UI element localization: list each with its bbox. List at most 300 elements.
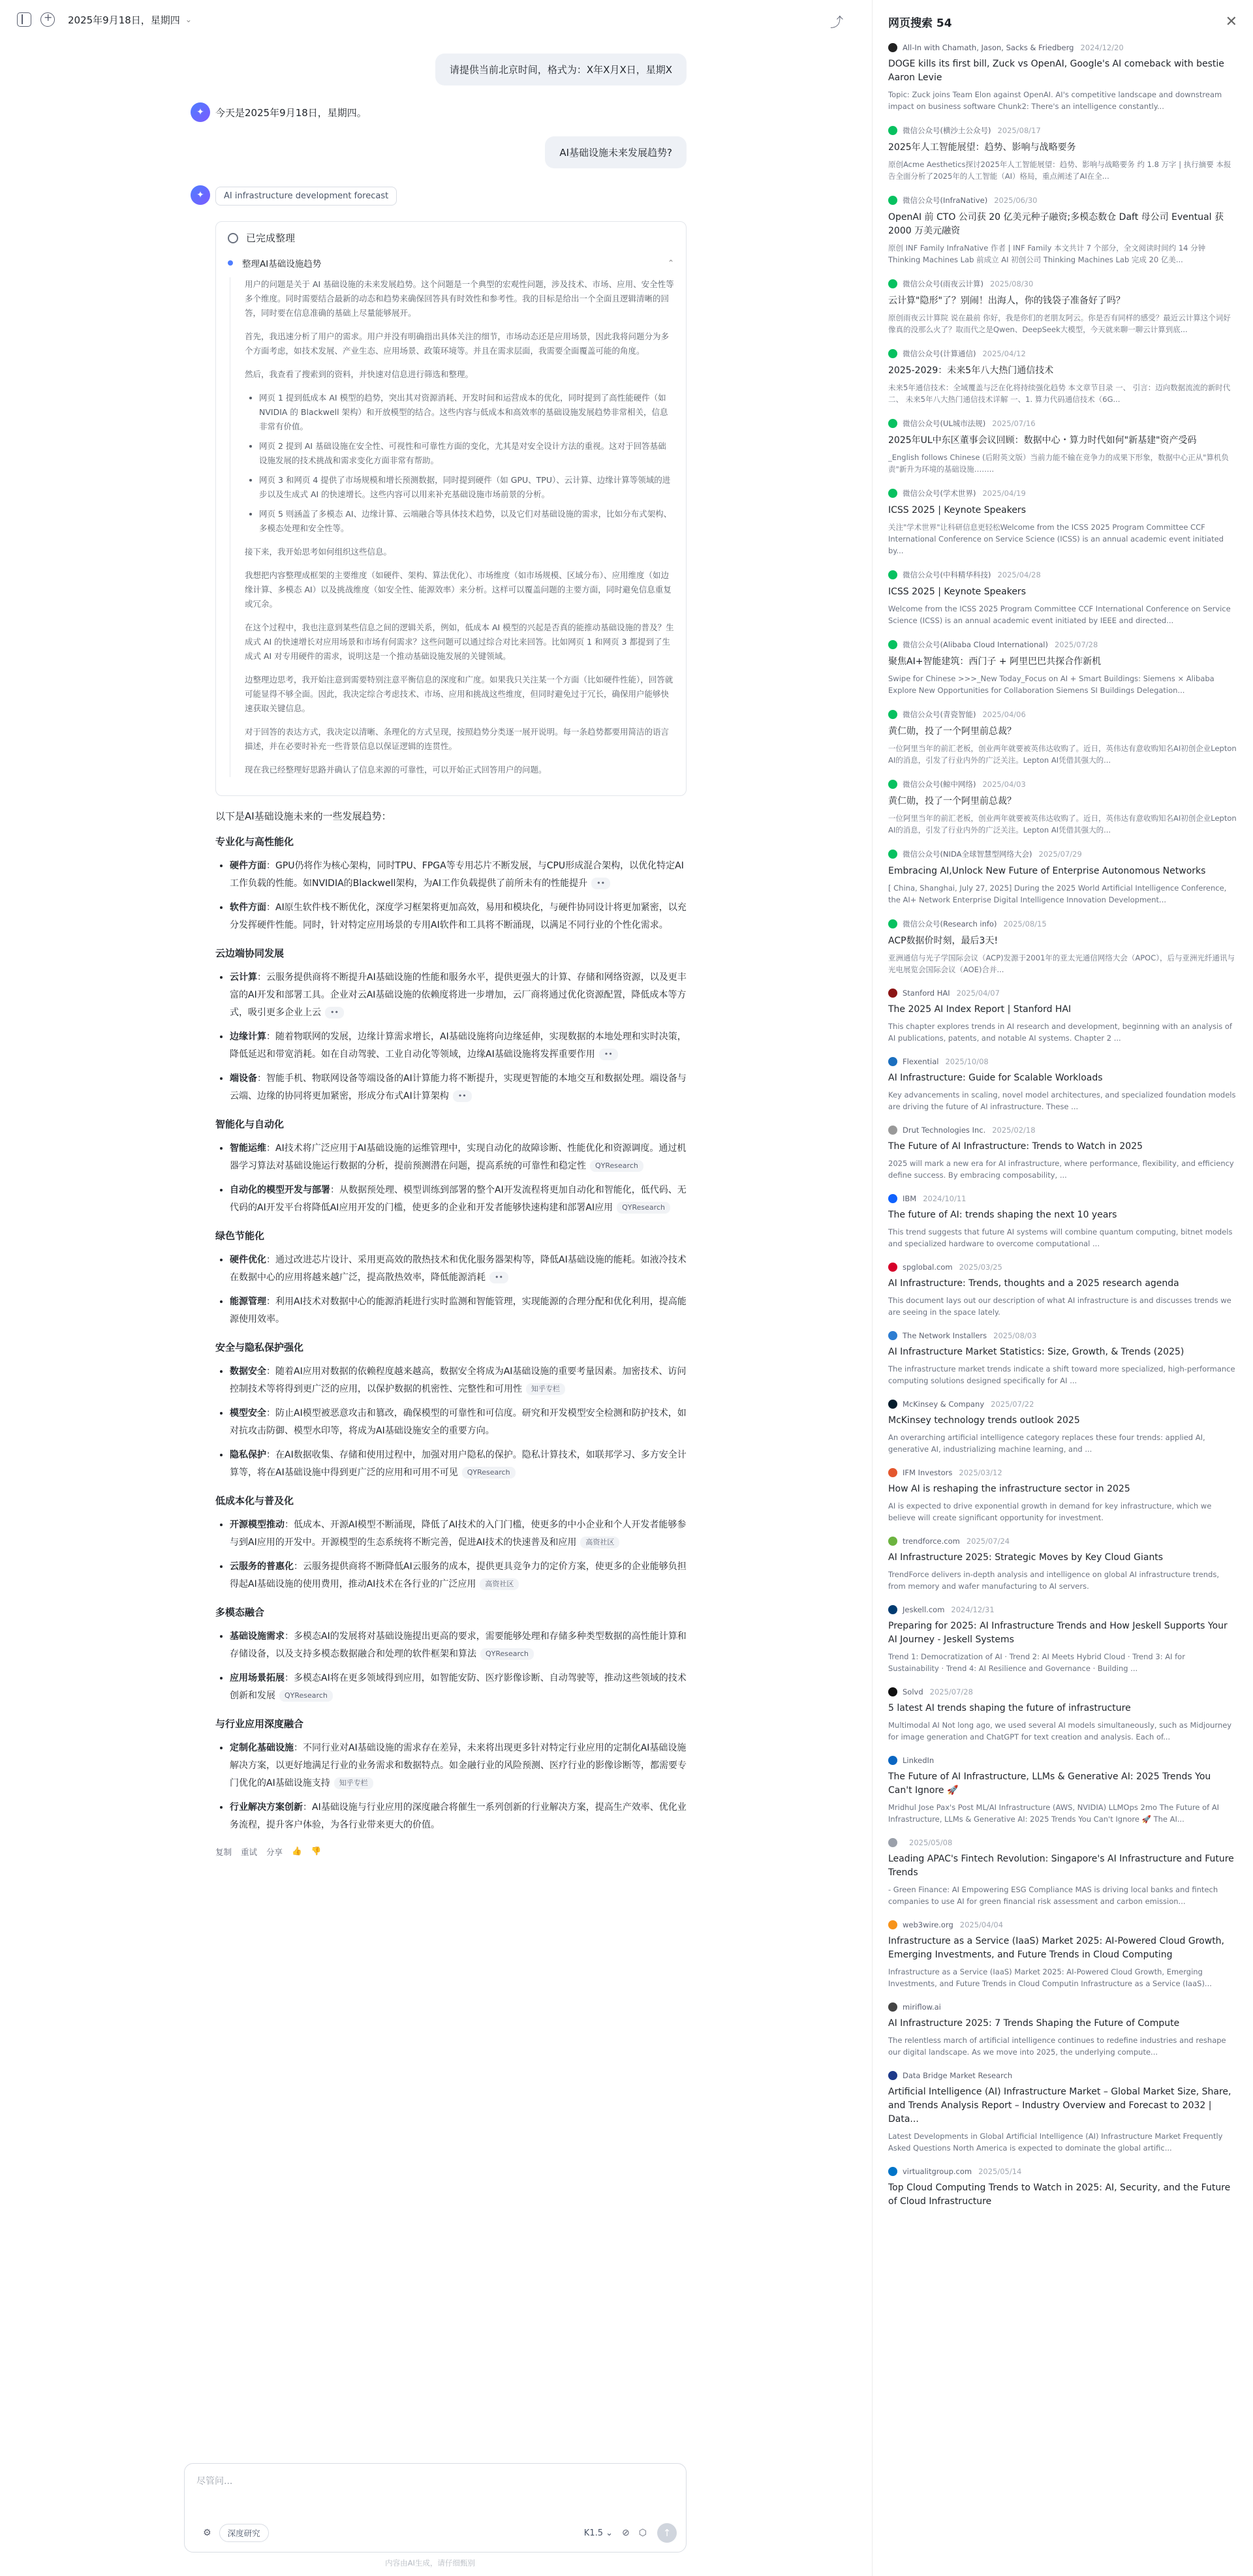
item-label: 隐私保护 [230, 1450, 266, 1460]
source-name: McKinsey & Company [903, 1400, 985, 1409]
section-list [230, 1516, 687, 1593]
source-meta [888, 1468, 1237, 1477]
source-title[interactable]: DOGE kills its first bill, Zuck vs OpenAI, Google's AI comeback with bestie Aaron Levie [888, 59, 1224, 83]
section-list [230, 1140, 687, 1217]
search-query-tag[interactable]: AI infrastructure development forecast [215, 187, 397, 206]
citation-chip[interactable]: 知乎专栏 [334, 1777, 373, 1789]
source-meta [888, 2002, 1237, 2012]
source-snippet: Swipe for Chinese >>>_New Today_Focus on AI + Smart Buildings: Siemens × Alibaba Explore New Opportunities for Collaboration Siemens SI Buildings Delegation... [888, 674, 1214, 695]
source-date: 2025/04/04 [959, 1920, 1004, 1929]
thinking-paragraph: 接下来，我开始思考如何组织这些信息。 [245, 547, 392, 557]
item-text: ：智能手机、物联网设备等端设备的AI计算能力将不断提升，实现更智能的本地交互和数据处理。端设备与云端、边缘的协同将更加紧密，形成分布式AI计算架构 [230, 1073, 687, 1101]
source-item[interactable] [888, 1468, 1237, 1524]
source-item[interactable] [888, 989, 1237, 1044]
source-favicon-icon [888, 1057, 897, 1066]
source-title[interactable]: 云计算"隐形"了？别闹！出海人，你的钱袋子准备好了吗？ [888, 296, 1125, 306]
source-title[interactable]: Artificial Intelligence (AI) Infrastructure Market – Global Market Size, Share, and Trends Analysis Report – Industry Overview and Forecast to 2032 | Data... [888, 2087, 1231, 2124]
source-favicon-icon [888, 1838, 897, 1847]
section-list [230, 1363, 687, 1482]
citation-chip[interactable]: •• [591, 878, 610, 889]
source-favicon-icon [888, 1468, 897, 1477]
source-snippet: Multimodal AI Not long ago, we used several AI models simultaneously, such as Midjourney for image generation and ChatGPT for text creation and analysis. Each of... [888, 1721, 1232, 1741]
thumbs-up-button[interactable]: 👍 [292, 1846, 302, 1856]
conversation [191, 39, 687, 1875]
item-text: ：AI基础设施与行业应用的深度融合将催生一系列创新的行业解决方案，提高生产效率、优化业务流程，提升客户体验，为各行业带来更大的价值。 [230, 1802, 687, 1830]
section-item [230, 1293, 687, 1328]
sources-title: 网页搜索 54 [888, 16, 952, 30]
close-icon[interactable]: ✕ [1225, 13, 1237, 30]
thinking-list-item: • 网页 5 则涵盖了多模态 AI、边缘计算、云端融合等具体技术趋势，以及它们对基础设施的需求，比如分布式架构、多模态处理和安全性等。 [259, 507, 674, 536]
source-snippet: 原创Acme Aesthetics探讨2025年人工智能展望：趋势、影响与战略要务 约 1.8 万字 | 执行摘要 本报告全面分析了2025年的人工智能（AI）格局，重点阐述了AI在全... [888, 160, 1231, 181]
source-item[interactable] [888, 1126, 1237, 1181]
source-title[interactable]: Top Cloud Computing Trends to Watch in 2025: AI, Security, and the Future of Cloud Infrastructure [888, 2183, 1231, 2207]
source-name: 微信公众号(Research info) [903, 919, 997, 928]
sources-panel [872, 0, 1253, 2576]
source-favicon-icon [888, 1194, 897, 1203]
item-text: ：AI技术将广泛应用于AI基础设施的运维管理中，实现自动化的故障诊断、性能优化和资源调度。通过机器学习算法对基础设施运行数据的分析，提前预测潜在问题，提高系统的可靠性和稳定性 [230, 1143, 687, 1171]
item-text: ：低成本、开源AI模型不断涌现，降低了AI技术的入门门槛，使更多的中小企业和个人开发者能够参与到AI应用的开发中。开源模型的生态系统将不断完善，促进AI技术的快速普及和应用 [230, 1520, 687, 1548]
section-list [230, 1740, 687, 1834]
item-label: 数据安全 [230, 1366, 266, 1377]
source-name: 微信公众号(学术世界) [903, 489, 976, 498]
section-item [230, 1740, 687, 1792]
citation-chip[interactable]: QYResearch [590, 1160, 643, 1172]
section-item [230, 1799, 687, 1834]
source-date: 2025/10/08 [945, 1057, 989, 1066]
thinking-body [230, 277, 674, 777]
tools-icon[interactable]: ⚙ [203, 2528, 211, 2538]
source-meta [888, 1400, 1237, 1409]
send-button[interactable]: ↑ [657, 2523, 677, 2543]
source-name: 微信公众号(青瓷智能) [903, 710, 976, 719]
cube-icon[interactable]: ⬡ [638, 2528, 647, 2538]
source-date: 2025/04/28 [997, 570, 1041, 579]
source-snippet: This trend suggests that future AI systems will combine quantum computing, bitnet models and specialized hardware to overcome computational ... [888, 1227, 1233, 1248]
source-meta [888, 1263, 1237, 1272]
section-item [230, 1140, 687, 1175]
item-text: ：云服务提供商将不断提升AI基础设施的性能和服务水平，提供更强大的计算、存储和网络资源，以及更丰富的AI开发和部署工具。企业对云AI基础设施的依赖度将进一步增加，云厂商将通过优化资源配置，降低成本等方式，吸引更多企业上云 [230, 972, 687, 1018]
source-favicon-icon [888, 850, 897, 859]
assistant-avatar: ✦ [191, 185, 210, 205]
source-title[interactable]: The Future of AI Infrastructure, LLMs & Generative AI: 2025 Trends You Can't Ignore 🚀 [888, 1771, 1211, 1796]
source-item[interactable] [888, 195, 1237, 266]
share-icon[interactable]: ⤴ [830, 14, 843, 30]
source-snippet: Latest Developments in Global Artificial Intelligence (AI) Infrastructure Market Frequently Asked Questions North America is expected to dominate the global artific... [888, 2132, 1223, 2153]
source-item[interactable] [888, 570, 1237, 626]
source-favicon-icon [888, 1605, 897, 1614]
item-label: 硬件方面 [230, 861, 266, 871]
source-favicon-icon [888, 2002, 897, 2012]
item-label: 自动化的模型开发与部署 [230, 1185, 330, 1195]
thumbs-down-button[interactable]: 👎 [311, 1846, 322, 1856]
source-title[interactable]: 2025年UL中东区董事会议回顾：数据中心・算力时代如何"新基建"资产受码 [888, 435, 1197, 446]
sidebar-toggle-icon[interactable] [17, 12, 31, 27]
conversation-title[interactable]: 2025年9月18日，星期四 [68, 14, 180, 26]
source-item[interactable] [888, 2071, 1237, 2154]
section-heading: 安全与隐私保护强化 [215, 1342, 304, 1353]
source-snippet: Trend 1: Democratization of AI · Trend 2: AI Meets Hybrid Cloud · Trend 3: AI for Sustainability · Trend 4: AI Resilience and Governance · Building ... [888, 1652, 1185, 1673]
message-composer[interactable] [184, 2463, 687, 2553]
section-item [230, 1447, 687, 1482]
source-meta [888, 639, 1237, 650]
source-title[interactable]: 聚焦AI+智能建筑：西门子 + 阿里巴巴共探合作新机 [888, 656, 1102, 667]
share-button[interactable]: 分享 [266, 1847, 283, 1857]
source-favicon-icon [888, 279, 897, 288]
source-name: miriflow.ai [903, 2002, 941, 2012]
source-item[interactable] [888, 418, 1237, 475]
source-snippet: Infrastructure as a Service (IaaS) Market 2025: AI-Powered Cloud Growth, Emerging Investments, and Future Trends in Cloud Computin Infrastructure as a Service (IaaS)... [888, 1967, 1212, 1988]
source-title[interactable]: AI Infrastructure 2025: Strategic Moves by Key Cloud Giants [888, 1552, 1164, 1563]
source-snippet: This chapter explores trends in AI research and development, beginning with an analysis of AI publications, patents, and notable AI systems. Chapter 2 ... [888, 1022, 1232, 1043]
citation-chip[interactable]: QYResearch [480, 1648, 534, 1660]
source-meta [888, 709, 1237, 720]
source-item[interactable] [888, 1756, 1237, 1825]
source-meta [888, 1920, 1237, 1929]
thinking-header[interactable] [228, 231, 674, 245]
section-item [230, 1363, 687, 1398]
source-item[interactable] [888, 488, 1237, 557]
source-item[interactable] [888, 1194, 1237, 1250]
source-title[interactable]: AI Infrastructure: Guide for Scalable Workloads [888, 1073, 1103, 1083]
source-item[interactable] [888, 348, 1237, 405]
user-message: AI基础设施未来发展趋势? [545, 136, 687, 168]
section-list [230, 1251, 687, 1328]
item-text: ：多模态AI的发展将对基础设施提出更高的要求，需要能够处理和存储多种类型数据的高性能计算和存储设备，以及支持多模态数据融合和处理的软件框架和算法 [230, 1631, 687, 1659]
item-text: ：AI原生软件栈不断优化，深度学习框架将更加高效，易用和模块化，与硬件协同设计将更加紧密，以充分发挥硬件性能。同时，针对特定应用场景的专用AI软件和工具将不断涌现，以满足不同行业的个性化需求。 [230, 902, 687, 930]
assistant-message [191, 185, 687, 1858]
retry-button[interactable]: 重试 [241, 1847, 258, 1857]
source-name: Stanford HAI [903, 989, 950, 998]
source-title[interactable]: 黄仁勋，投了一个阿里前总裁？ [888, 796, 1016, 806]
citation-chip[interactable]: 高资社区 [580, 1537, 619, 1548]
source-item[interactable] [888, 1605, 1237, 1674]
section-item [230, 857, 687, 893]
source-snippet: 一位阿里当年的前汇老板，创业两年就要被英伟达收购了。近日，英伟达有意收购知名AI初创企业Lepton AI的消息，引发了行业内外的广泛关注。Lepton AI凭借其强大的... [888, 814, 1237, 835]
source-title[interactable]: AI Infrastructure 2025: 7 Trends Shaping the Future of Compute [888, 2018, 1180, 2029]
source-meta [888, 279, 1237, 289]
source-name: spglobal.com [903, 1263, 953, 1272]
source-item[interactable] [888, 849, 1237, 906]
source-meta [888, 125, 1237, 136]
source-meta [888, 43, 1237, 52]
source-name: IBM [903, 1194, 917, 1203]
copy-button[interactable]: 复制 [215, 1847, 232, 1857]
source-meta [888, 1537, 1237, 1546]
source-title[interactable]: 2025-2029：未来5年八大热门通信技术 [888, 365, 1054, 376]
source-date: 2025/07/29 [1038, 850, 1082, 859]
thinking-paragraph: 在这个过程中，我也注意到某些信息之间的逻辑关系，例如，低成本 AI 模型的兴起是否真的能推动基础设施的普及？生成式 AI 的快速增长对应用场景和市场有何需求？这些问题可以通过综合对比来回答。比如网页 1 和网页 3 都提到了生成式 AI 对专用硬件的需求，说明这是一个推动基础设施发展的关键领域。 [245, 622, 674, 661]
section-item [230, 1070, 687, 1105]
source-title[interactable]: Infrastructure as a Service (IaaS) Market 2025: AI-Powered Cloud Growth, Emerging Investments, and Future Trends in Cloud Computing [888, 1936, 1225, 1960]
source-meta [888, 1057, 1237, 1066]
source-meta [888, 1331, 1237, 1340]
source-meta [888, 2071, 1237, 2080]
item-label: 定制化基础设施 [230, 1743, 294, 1753]
citation-chip[interactable]: •• [453, 1090, 472, 1102]
source-name: 微信公众号(Alibaba Cloud International) [903, 640, 1048, 649]
source-name: Jeskell.com [903, 1605, 945, 1614]
source-title[interactable]: The future of AI: trends shaping the next 10 years [888, 1210, 1117, 1220]
section-heading: 与行业应用深度融合 [215, 1718, 304, 1730]
source-date: 2025/05/14 [978, 2167, 1022, 2176]
source-name: Data Bridge Market Research [903, 2071, 1013, 2080]
answer-intro: 以下是AI基础设施未来的一些发展趋势： [215, 810, 392, 822]
source-item[interactable] [888, 2002, 1237, 2058]
source-meta [888, 348, 1237, 359]
assistant-text: 今天是2025年9月18日，星期四。 [215, 107, 367, 119]
source-name: 微信公众号(中科精华科技) [903, 570, 991, 579]
source-item[interactable] [888, 779, 1237, 836]
deep-research-toggle[interactable] [219, 2524, 269, 2542]
item-text: ：GPU仍将作为核心架构，同时TPU、FPGA等专用芯片不断发展，与CPU形成混合架构，以优化特定AI工作负载的性能。如NVIDIA的Blackwell架构，为AI工作负载提供了前所未有的性能提升 [230, 861, 684, 889]
item-text: ：通过改进芯片设计、采用更高效的散热技术和优化服务器架构等，降低AI基础设施的能耗。如液冷技术在数据中心的应用将越来越广泛，提高散热效率，降低能源消耗 [230, 1255, 687, 1283]
source-snippet: - Green Finance: AI Empowering ESG Compliance MAS is driving local banks and fintech companies to use AI for green financial risk assessment and carbon emission... [888, 1885, 1218, 1906]
source-item[interactable] [888, 1057, 1237, 1112]
source-title[interactable]: 5 latest AI trends shaping the future of infrastructure [888, 1703, 1131, 1713]
source-favicon-icon [888, 1537, 897, 1546]
citation-chip[interactable]: QYResearch [279, 1690, 333, 1702]
source-item[interactable] [888, 1263, 1237, 1318]
section-heading: 绿色节能化 [215, 1230, 265, 1242]
composer-input[interactable]: 尽管问... [196, 2476, 233, 2487]
source-favicon-icon [888, 43, 897, 52]
thinking-step[interactable] [228, 256, 674, 269]
composer-toolbar [194, 2523, 677, 2543]
source-meta [888, 195, 1237, 206]
source-title[interactable]: ICSS 2025 | Keynote Speakers [888, 505, 1026, 515]
item-label: 软件方面 [230, 902, 266, 913]
source-date: 2025/07/28 [929, 1687, 973, 1696]
citation-chip[interactable]: •• [599, 1049, 618, 1060]
source-favicon-icon [888, 570, 897, 579]
source-favicon-icon [888, 640, 897, 649]
source-title[interactable]: AI Infrastructure Market Statistics: Size, Growth, & Trends (2025) [888, 1347, 1184, 1357]
section-item [230, 1558, 687, 1593]
source-date: 2024/12/20 [1080, 43, 1124, 52]
source-date: 2025/06/30 [994, 196, 1038, 205]
source-item[interactable] [888, 1537, 1237, 1592]
section-item [230, 1405, 687, 1440]
item-text: ：从数据预处理、模型训练到部署的整个AI开发流程将更加自动化和智能化，低代码、无代码的AI开发平台将降低AI应用开发的门槛，使更多的企业和开发者能够快速构建和部署AI应用 [230, 1185, 687, 1213]
source-title[interactable]: Embracing AI,Unlock New Future of Enterprise Autonomous Networks [888, 866, 1206, 876]
source-snippet: 未来5年通信技术：全域覆盖与泛在化将持续强化趋势 本文章节目录 一、 引言：迈向数据流流的新时代 二、 未来5年八大热门通信技术详解 一、1. 算力代码通信技术（6G... [888, 383, 1231, 404]
source-favicon-icon [888, 989, 897, 998]
source-item[interactable] [888, 1400, 1237, 1455]
source-snippet: TrendForce delivers in-depth analysis and intelligence on global AI infrastructure trends, from memory and wafer manufacturing to AI servers. [888, 1570, 1219, 1591]
section-heading: 云边端协同发展 [215, 947, 285, 959]
source-favicon-icon [888, 780, 897, 789]
source-snippet: The relentless march of artificial intelligence continues to redefine industries and reshape our digital landscape. As we move into 2025, the underlying compute... [888, 2036, 1226, 2057]
item-label: 开源模型推动 [230, 1520, 285, 1530]
sources-header [888, 0, 1237, 43]
thinking-paragraph: 用户的问题是关于 AI 基础设施的未来发展趋势。这个问题是一个典型的宏观性问题，涉及技术、市场、应用、安全性等多个维度。同时需要结合最新的动态和趋势来确保回答具有时效性和参考性。我的目标是给出一个全面且逻辑清晰的回答，同时要在信息准确的基础上尽量能够展开。 [245, 279, 674, 318]
source-date: 2024/10/11 [923, 1194, 967, 1203]
source-title[interactable]: Leading APAC's Fintech Revolution: Singapore's AI Infrastructure and Future Trends [888, 1854, 1234, 1878]
source-item[interactable] [888, 1687, 1237, 1743]
source-date: 2025/07/16 [992, 419, 1036, 428]
source-date: 2025/07/22 [991, 1400, 1034, 1409]
item-text: ：在AI数据收集、存储和使用过程中，加强对用户隐私的保护。隐私计算技术，如联邦学习、多方安全计算等，将在AI基础设施中得到更广泛的应用和可用不可见 [230, 1450, 687, 1478]
source-date: 2025/04/06 [982, 710, 1026, 719]
source-meta [888, 849, 1237, 859]
source-favicon-icon [888, 1263, 897, 1272]
source-meta [888, 779, 1237, 790]
thinking-paragraph: 现在我已经整理好思路并确认了信息来源的可靠性，可以开始正式回答用户的问题。 [245, 765, 547, 774]
source-meta [888, 919, 1237, 929]
source-favicon-icon [888, 2071, 897, 2080]
citation-chip[interactable]: 知乎专栏 [526, 1383, 565, 1395]
source-snippet: _English follows Chinese (后附英文版）当前力能不输在竞争力的成果下形象，数据中心正从"算机负责"新升为环境的基础设施…….. [888, 453, 1229, 474]
source-item[interactable] [888, 639, 1237, 696]
source-favicon-icon [888, 919, 897, 928]
source-date: 2025/08/15 [1003, 919, 1047, 928]
source-name: web3wire.org [903, 1920, 953, 1929]
source-date: 2025/04/07 [956, 989, 1000, 998]
user-message: 请提供当前北京时间，格式为：X年X月X日，星期X [435, 54, 687, 85]
top-bar [0, 0, 860, 39]
source-favicon-icon [888, 1920, 897, 1929]
source-favicon-icon [888, 710, 897, 719]
source-name: trendforce.com [903, 1537, 960, 1546]
section-heading: 专业化与高性能化 [215, 836, 294, 848]
source-title[interactable]: 2025年人工智能展望：趋势、影响与战略要务 [888, 142, 1076, 153]
source-date: 2025/03/12 [959, 1468, 1002, 1477]
source-favicon-icon [888, 349, 897, 358]
source-meta [888, 2167, 1237, 2176]
source-name: 微信公众号(InfraNative) [903, 196, 988, 205]
source-date: 2025/03/25 [959, 1263, 1002, 1272]
thinking-paragraph: 对于回答的表达方式，我决定以清晰、条理化的方式呈现，按照趋势分类逐一展开说明。每一条趋势都要用简洁的语言描述，并在必要时补充一些背景信息以保证逻辑的连贯性。 [245, 727, 670, 751]
source-name: 微信公众号(UL城市法规) [903, 419, 986, 428]
thinking-paragraph: 边整理边思考，我开始注意到需要特别注意平衡信息的深度和广度。如果我只关注某一个方面（比如硬件性能），回答就可能显得不够全面。因此，我决定综合考虑技术、市场、应用和挑战这些维度，但同时避免过于冗长，确保用户能够快速获取关键信息。 [245, 675, 673, 713]
item-label: 边缘计算 [230, 1032, 266, 1042]
source-name: 微信公众号(NIDA全球智慧型网络大会) [903, 850, 1032, 859]
section-list [230, 1628, 687, 1705]
item-text: ：随着物联网的发展，边缘计算需求增长，AI基础设施将向边缘延伸，实现数据的本地处理和实时决策，降低延迟和带宽消耗。如在自动驾驶、工业自动化等领域，边缘AI基础设施将发挥重要作用 [230, 1032, 687, 1060]
source-title[interactable]: How AI is reshaping the infrastructure sector in 2025 [888, 1484, 1130, 1494]
source-snippet: AI is expected to drive exponential growth in demand for key infrastructure, which we believe will create significant opportunity for investment. [888, 1501, 1212, 1522]
source-item[interactable] [888, 125, 1237, 182]
assistant-message [191, 102, 687, 119]
source-item[interactable] [888, 2167, 1237, 2209]
thinking-list-item: • 网页 2 提到 AI 基础设施在安全性、可视性和可靠性方面的变化，尤其是对安全设计方法的重视。这对于回答基础设施发展的技术挑战和需求变化方面非常有帮助。 [259, 439, 674, 468]
source-title[interactable]: McKinsey technology trends outlook 2025 [888, 1415, 1080, 1426]
item-label: 云服务的普惠化 [230, 1561, 294, 1572]
item-text: ：利用AI技术对数据中心的能源消耗进行实时监测和智能管理，实现能源的合理分配和优化利用，提高能源使用效率。 [230, 1296, 687, 1325]
source-date: 2025/04/12 [982, 349, 1026, 358]
item-label: 应用场景拓展 [230, 1673, 285, 1683]
source-snippet: 2025 will mark a new era for AI infrastructure, where performance, flexibility, and efficiency define success. By embracing composability, ... [888, 1159, 1234, 1180]
source-item[interactable] [888, 1838, 1237, 1907]
section-list [230, 857, 687, 934]
answer-body [215, 809, 687, 1834]
item-label: 云计算 [230, 972, 257, 983]
item-text: ：随着AI应用对数据的依赖程度越来越高，数据安全将成为AI基础设施的重要考量因素。加密技术、访问控制技术等将得到更广泛的应用，以保护数据的机密性、完整性和可用性 [230, 1366, 687, 1394]
model-selector[interactable]: K1.5 ⌄ [583, 2528, 613, 2538]
source-favicon-icon [888, 126, 897, 135]
source-item[interactable] [888, 919, 1237, 975]
source-title[interactable]: 黄仁勋，投了一个阿里前总裁？ [888, 726, 1016, 737]
source-title[interactable]: AI Infrastructure: Trends, thoughts and a 2025 research agenda [888, 1278, 1179, 1289]
thinking-panel [215, 221, 687, 796]
source-title[interactable]: The 2025 AI Index Report | Stanford HAI [888, 1004, 1072, 1015]
source-favicon-icon [888, 419, 897, 428]
message-actions [215, 1846, 687, 1858]
section-list [230, 969, 687, 1105]
item-text: ：多模态AI将在更多领域得到应用，如智能安防、医疗影像诊断、自动驾驶等，推动这些领域的技术创新和发展 [230, 1673, 687, 1701]
source-date: 2025/08/03 [993, 1331, 1037, 1340]
item-label: 端设备 [230, 1073, 257, 1084]
source-name: 微信公众号(计算通信) [903, 349, 976, 358]
section-heading: 多模态融合 [215, 1606, 265, 1618]
source-snippet: Key advancements in scaling, novel model architectures, and specialized foundation models are driving the future of AI infrastructure. These ... [888, 1090, 1236, 1111]
source-name: LinkedIn [903, 1756, 935, 1765]
source-name: virtualitgroup.com [903, 2167, 972, 2176]
sources-list [888, 43, 1237, 2209]
source-name: IFM Investors [903, 1468, 953, 1477]
source-date: 2025/07/24 [966, 1537, 1010, 1546]
new-chat-icon[interactable] [40, 12, 55, 27]
source-meta [888, 1194, 1237, 1203]
source-meta [888, 989, 1237, 998]
source-meta [888, 1838, 1237, 1847]
source-snippet: This document lays out our description of what AI infrastructure is and discusses trends we are seeing in the space lately. [888, 1296, 1231, 1317]
source-title[interactable]: ACP数据价时刻，最后3天! [888, 936, 998, 946]
section-item [230, 1182, 687, 1217]
citation-chip[interactable]: 高资社区 [480, 1578, 519, 1590]
source-meta [888, 1605, 1237, 1614]
source-name: Drut Technologies Inc. [903, 1126, 986, 1135]
citation-chip[interactable]: QYResearch [617, 1202, 670, 1214]
disclaimer: 内容由AI生成，请仔细甄别 [385, 2558, 475, 2568]
citation-chip[interactable]: •• [489, 1272, 508, 1283]
source-snippet: Mridhul Jose Pax's Post ML/AI Infrastructure (AWS, NVIDIA) LLMOps 2mo The Future of AI Infrastructure, LLMs & Generative AI: 2025 Trends You Can't Ignore 🚀 The AI... [888, 1803, 1220, 1824]
source-meta [888, 570, 1237, 580]
item-text: ：不同行业对AI基础设施的需求存在差异，未来将出现更多针对特定行业应用的定制化AI基础设施解决方案，以更好地满足行业的业务需求和数据特点。如金融行业的风险预测、医疗行业的影像诊断等，都需要专门优化的AI基础设施支持 [230, 1743, 687, 1788]
source-item[interactable] [888, 279, 1237, 335]
source-title[interactable]: Preparing for 2025: AI Infrastructure Trends and How Jeskell Supports Your AI Journey - Jeskell Systems [888, 1621, 1228, 1645]
source-date: 2025/02/18 [992, 1126, 1036, 1135]
source-date: 2025/07/28 [1054, 640, 1098, 649]
source-title[interactable]: OpenAI 前 CTO 公司获 20 亿美元种子融资;多模态数仓 Daft 母公司 Eventual 获 2000 万美元融资 [888, 212, 1224, 236]
chevron-down-icon[interactable]: ⌄ [185, 15, 192, 24]
item-label: 模型安全 [230, 1408, 266, 1418]
item-text: ：云服务提供商将不断降低AI云服务的成本，提供更具竞争力的定价方案，使更多的企业能够负担得起AI基础设施的使用费用，推动AI技术在各行业的广泛应用 [230, 1561, 687, 1589]
citation-chip[interactable]: •• [325, 1007, 344, 1019]
item-text: ：防止AI模型被恶意攻击和篡改，确保模型的可靠性和可信度。研究和开发模型安全检测和防护技术，如对抗攻击防御、模型水印等，将成为AI基础设施安全的重要方向。 [230, 1408, 687, 1436]
source-date: 2024/12/31 [951, 1605, 995, 1614]
source-favicon-icon [888, 1126, 897, 1135]
lightbulb-icon [228, 233, 238, 243]
citation-chip[interactable]: QYResearch [462, 1467, 516, 1479]
source-item[interactable] [888, 1920, 1237, 1989]
chevron-up-icon[interactable]: ⌃ [667, 258, 674, 268]
thinking-status: 已完成整理 [246, 232, 296, 244]
section-item [230, 899, 687, 934]
source-title[interactable]: ICSS 2025 | Keynote Speakers [888, 587, 1026, 597]
source-favicon-icon [888, 1756, 897, 1765]
source-item[interactable] [888, 709, 1237, 766]
source-snippet: 原创 INF Family InfraNative 作者 | INF Family 本文共计 7 个部分，全文阅读时间约 14 分钟 Thinking Machines Lab 前成立 AI 初创公司 Thinking Machines Lab 完成 20 亿美... [888, 243, 1206, 264]
thinking-step-label: 整理AI基础设施趋势 [242, 259, 322, 269]
source-favicon-icon [888, 1400, 897, 1409]
source-title[interactable]: The Future of AI Infrastructure: Trends to Watch in 2025 [888, 1141, 1143, 1152]
source-item[interactable] [888, 1331, 1237, 1387]
attach-icon[interactable]: ⊘ [622, 2528, 630, 2538]
source-favicon-icon [888, 1687, 897, 1696]
section-item [230, 1670, 687, 1705]
source-item[interactable] [888, 43, 1237, 112]
